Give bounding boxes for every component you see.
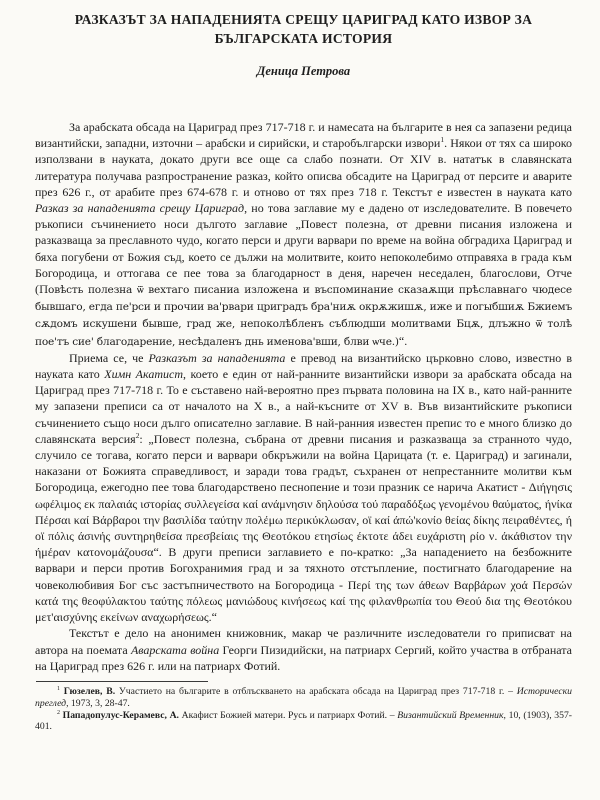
body-paragraph-3 bbox=[35, 625, 572, 674]
footnote-author-bold: Пападопулус-Керамевс, А. bbox=[62, 709, 179, 721]
work-title-italic: Химн Акатист bbox=[104, 367, 183, 382]
greek-quote: Περί της των άθεων Βαρβάρων χοά Περσών κατά της θεοφύλακτου ταύτης πόλεως μανιώδους κινήσεως καί της φιλανθρωπία του Θεού δια της Θεοτόκου μετ'αισχύνης εκείνων αναχωρήσεως. bbox=[35, 577, 572, 625]
text-run: Приема се, че bbox=[69, 350, 149, 365]
title-line-1: РАЗКАЗЪТ ЗА НАПАДЕНИЯТА СРЕЩУ ЦАРИГРАД КАТО ИЗВОР ЗА bbox=[74, 12, 533, 27]
text-run: Акафист Божией матери. Русь и патриарх Фотий. – bbox=[178, 709, 398, 721]
author-name: Деница Петрова bbox=[256, 64, 351, 78]
footnote-2 bbox=[35, 710, 572, 734]
article-header bbox=[35, 6, 572, 79]
footnote-ref-2: 2 bbox=[135, 430, 140, 440]
journal-title-italic: Византийский Временник bbox=[397, 709, 504, 721]
church-slavonic-quote: Повѣсть полезна ѿ вехтаго писаниа изложена и въспоминание сказаѫщи прѣславнаго чюдесе бывшаго, егда пе'рси и прочии ва'рвари цриградъ бра'ниѫ окрѫжишѫ, иже и погыбшиѫ Бжиемъ сѫдомъ искушени бывше, град же, непоколѣбленъ съблюдши молитвами Бцѫ, длъжно ѿ толѣ пое'тъ сие' благодарение, несѣдаленъ днь именова'вши, блви ѡче.) bbox=[35, 284, 572, 348]
work-title-italic: Аварската война bbox=[130, 642, 220, 657]
text-run: Георги Пизидийски, на патриарх Сергий, който участва в отбраната на Цариград през 626 г. или на патриарх Фотий. bbox=[35, 642, 572, 673]
text-run: Участието на българите в отблъскването на арабската обсада на Цариград през 717-718 г. – bbox=[115, 685, 517, 697]
text-run: За арабската обсада на Цариград през 717-718 г. и намесата на българите в нея са запазени редица византийски, западни, източни – арабски и сирийски, и старобългарски извори bbox=[35, 120, 572, 151]
text-run: “. В други преписи заглавието е по-кратко: „За нападението на безбожните варвари и перси против Богохранимия град и за тяхното отстъпление, постигнато благодарение на човеколюбивия Бог със застъпничеството на Богородица - bbox=[35, 545, 573, 592]
text-run: е превод на византийско църковно слово, известно в науката като bbox=[35, 350, 572, 382]
body-paragraph-1 bbox=[35, 119, 572, 350]
text-run: Текстът е дело на анонимен книжовник, макар че различните изследователи го приписват на автора на поемата bbox=[35, 626, 572, 657]
article-body bbox=[35, 119, 572, 674]
work-title-italic: Разказ за нападенията срещу Цариград bbox=[35, 201, 245, 216]
footnote-1 bbox=[35, 686, 572, 710]
text-run: : „Повест полезна, събрана от древни писания и разказваща за странното чудо, случило се тогава, когато перси и варвари обкръжили на война Царицата (т. е. Цариград) и загинали, наказани от Божията справедливост, и заради това градът, съхранен от непрестанните молитви към Богородица, ежегодно пее това благодарствено песнопение и този празник се нарича Акатист - bbox=[35, 431, 572, 495]
text-run: “. bbox=[398, 333, 408, 348]
text-run: , 10, (1903), 357-401. bbox=[35, 709, 573, 733]
footnotes-section bbox=[35, 678, 572, 733]
text-run: , което е един от най-ранните византийски извори за арабската обсада на Цариград през 717-718 г. То е съставено най-вероятно през първата половина на IX в., като най-ранните му запазени преписи са от началото на X в., а най-късните от XV в. Във византийските ръкописи съчинението също носи дълго описателно заглавие. В най-ранния известен препис то е много близко до славянската версия bbox=[35, 367, 572, 446]
article-title bbox=[35, 10, 572, 48]
footnote-marker-2: 2 bbox=[57, 709, 60, 716]
text-run: “ bbox=[211, 610, 217, 625]
text-run: , но това заглавие му е дадено от изследователите. В повечето ръкописи съчинението носи дългото заглавие „Повест полезна, от древни писания изложена и разказваща за преславното чудо, когато перси и други варвари по време на война обградиха Цариград и бяха погубени от Божия съд, което се дължи на молитвите, които непоколебимо отправяха в града към Богородица, и оттогава се пее това за благодарност в деня, наречен неседален, благослови, Отче ( bbox=[35, 201, 573, 297]
journal-title-italic: Исторически преглед bbox=[35, 685, 572, 709]
work-title-italic: Разказът за нападенията bbox=[148, 350, 286, 365]
footnote-author-bold: Гюзелев, В. bbox=[63, 685, 116, 697]
body-paragraph-2 bbox=[35, 350, 572, 625]
greek-quote: Διήγησις ωφέλιμος εκ παλαιάς ιστορίας συλλεγείσα καί ανάμνησιν δηλούσα τού παραδόξως γενομένου θαύματος, ήνίκα Πέρσαι καί Βάρβαροι την βασιλίδα ταύτην πολέμω περικύκλωσαν, οϊ καί άπώ'κονίο θείας δίκης πειραθέντες, ή οϊ πόλις άσινής συντηρηθείσα πρεσβείαις της Θεοτόκου ετησίως έκτοτε άδει ευχάριστη ρίο ν. άκάθιστον την ήμέραν κατονομάζουσα bbox=[35, 480, 572, 560]
text-run: , 1973, 3, 28-47. bbox=[66, 697, 130, 709]
footnote-ref-1: 1 bbox=[440, 135, 445, 145]
footnote-marker-1: 1 bbox=[57, 685, 60, 692]
footnote-separator bbox=[36, 681, 208, 682]
title-line-2: БЪЛГАРСКАТА ИСТОРИЯ bbox=[214, 31, 393, 46]
text-run: . Някои от тях са широко използвани в науката, докато други все още са слабо познати. От XIV в. нататък в славянската литература получава разпространение разказ, който описва обсадите на Цариград от персите и аварите през 626 г., от арабите през 674-678 г. и отново от тях през 718 г. Текстът е известен в науката като bbox=[35, 136, 572, 199]
